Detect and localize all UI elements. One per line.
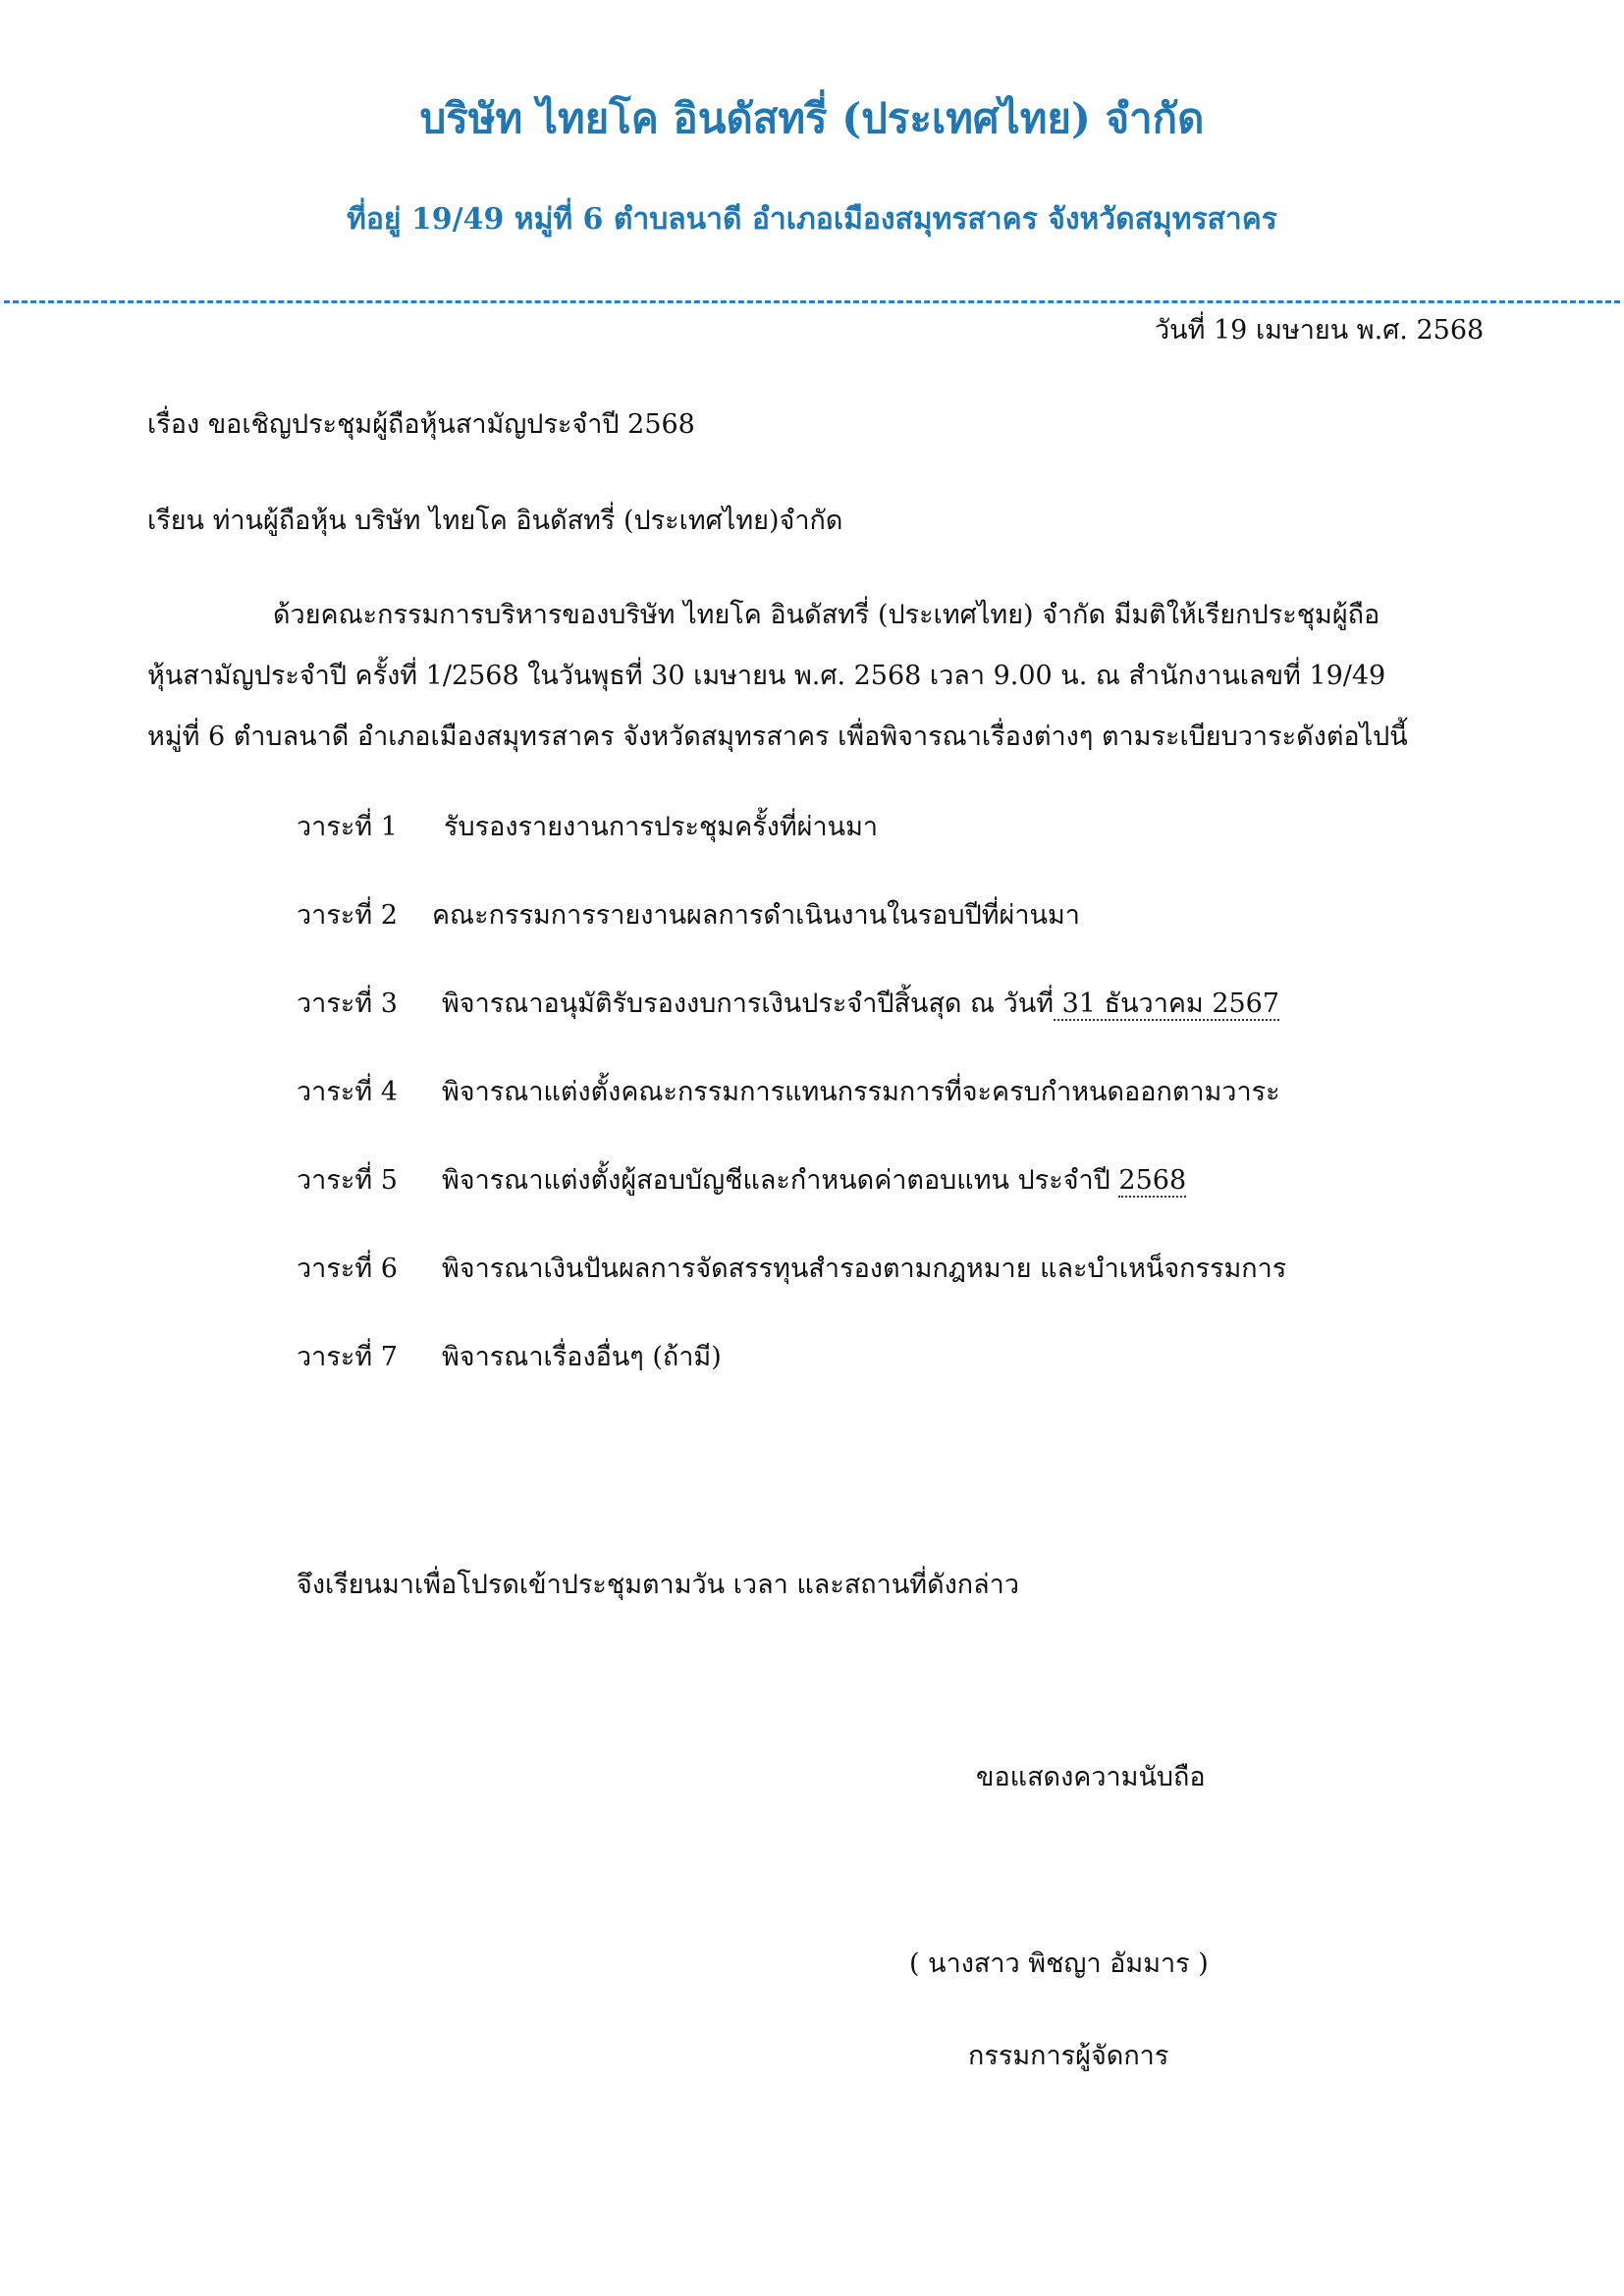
agenda-text: พิจารณาอนุมัติรับรองงบการเงินประจำปีสิ้นสุด ณ วันที่ xyxy=(442,988,1055,1019)
signer-name: ( นางสาว พิชญา อัมมาร ) xyxy=(909,1949,1209,1979)
closing-line: จึงเรียนมาเพื่อโปรดเข้าประชุมตามวัน เวลา และสถานที่ดังกล่าว xyxy=(297,1570,1020,1600)
header-divider xyxy=(4,300,1620,303)
agenda-number: วาระที่ 5 xyxy=(297,1165,398,1196)
letter-subject: เรื่อง ขอเชิญประชุมผู้ถือหุ้นสามัญประจำปี 2568 xyxy=(147,409,695,440)
agenda-text: พิจารณาแต่งตั้งผู้สอบบัญชีและกำหนดค่าตอบแทน ประจำปี xyxy=(442,1165,1119,1196)
body-line: หุ้นสามัญประจำปี ครั้งที่ 1/2568 ในวันพุธที่ 30 เมษายน พ.ศ. 2568 เวลา 9.00 น. ณ สำนักงานเลขที่ 19/49 xyxy=(147,661,1386,691)
agenda-number: วาระที่ 7 xyxy=(297,1342,398,1372)
regards-line: ขอแสดงความนับถือ xyxy=(976,1762,1206,1792)
letter-date: วันที่ 19 เมษายน พ.ศ. 2568 xyxy=(1155,315,1485,346)
signer-position: กรรมการผู้จัดการ xyxy=(968,2041,1169,2071)
agenda-number: วาระที่ 3 xyxy=(297,988,398,1019)
body-line: ด้วยคณะกรรมการบริหารของบริษัท ไทยโค อินดัสทรี่ (ประเทศไทย) จำกัด มีมติให้เรียกประชุมผู้ถือ xyxy=(273,600,1380,630)
agenda-number: วาระที่ 2 xyxy=(297,900,398,931)
agenda-item-5 xyxy=(442,1158,1186,1201)
body-line: หมู่ที่ 6 ตำบลนาดี อำเภอเมืองสมุทรสาคร จังหวัดสมุทรสาคร เพื่อพิจารณาเรื่องต่างๆ ตามระเบียบวาระดังต่อไปนี้ xyxy=(147,721,1408,752)
agenda-number: วาระที่ 6 xyxy=(297,1254,398,1284)
company-name: บริษัท ไทยโค อินดัสทรี่ (ประเทศไทย) จำกัด xyxy=(419,94,1205,142)
agenda-filled-value: 31 ธันวาคม 2567 xyxy=(1054,988,1280,1019)
company-address: ที่อยู่ 19/49 หมู่ที่ 6 ตำบลนาดี อำเภอเมืองสมุทรสาคร จังหวัดสมุทรสาคร xyxy=(347,202,1277,237)
agenda-text: คณะกรรมการรายงานผลการดำเนินงานในรอบปีที่ผ่านมา xyxy=(432,900,1080,931)
agenda-item-3 xyxy=(442,982,1279,1024)
agenda-number: วาระที่ 1 xyxy=(297,812,398,842)
agenda-text: พิจารณาแต่งตั้งคณะกรรมการแทนกรรมการที่จะครบกำหนดออกตามวาระ xyxy=(442,1077,1280,1107)
agenda-text: พิจารณาเงินปันผลการจัดสรรทุนสำรองตามกฎหมาย และบำเหน็จกรรมการ xyxy=(442,1254,1287,1284)
letter-salutation: เรียน ท่านผู้ถือหุ้น บริษัท ไทยโค อินดัสทรี่ (ประเทศไทย)จำกัด xyxy=(147,506,843,536)
agenda-number: วาระที่ 4 xyxy=(297,1077,398,1107)
agenda-text: พิจารณาเรื่องอื่นๆ (ถ้ามี) xyxy=(442,1342,722,1372)
agenda-filled-value: 2568 xyxy=(1118,1165,1187,1196)
agenda-text: รับรองรายงานการประชุมครั้งที่ผ่านมา xyxy=(444,812,879,842)
